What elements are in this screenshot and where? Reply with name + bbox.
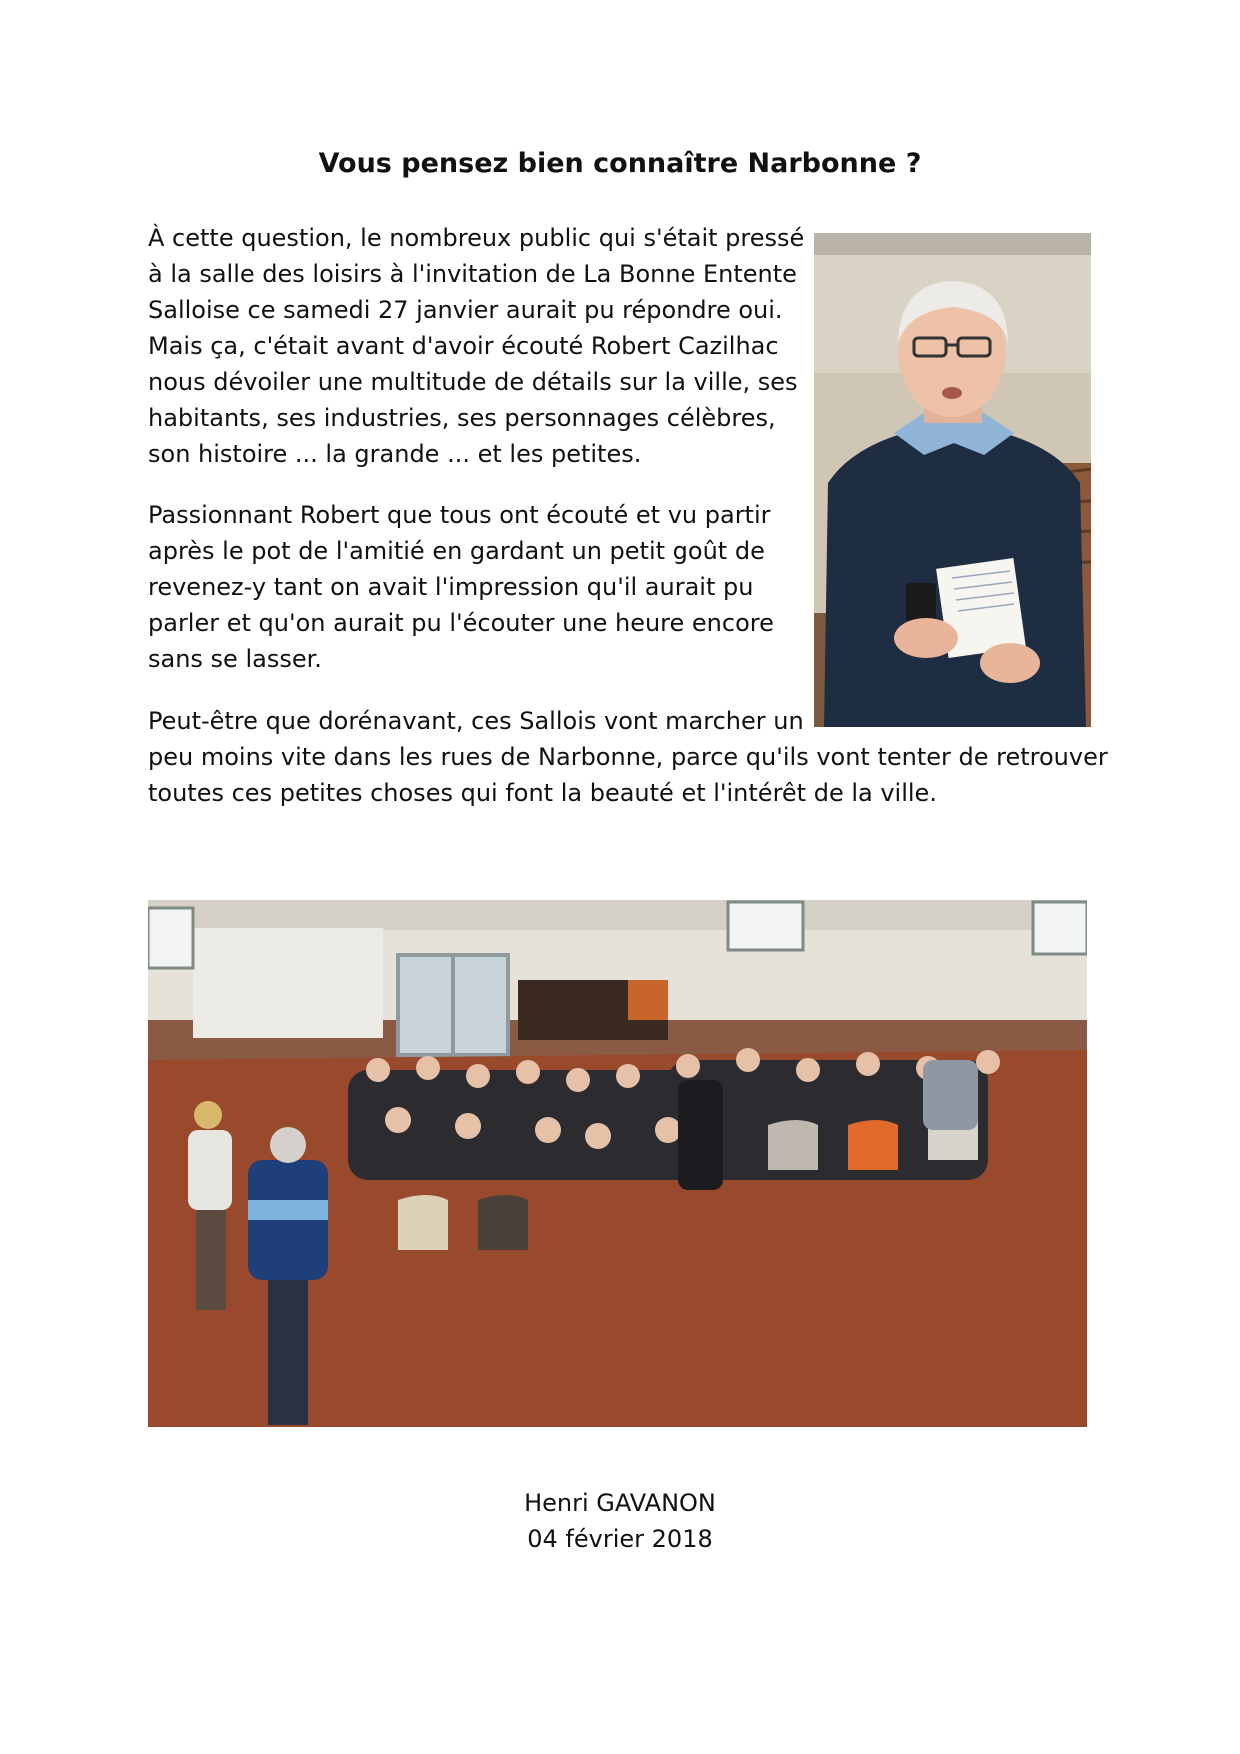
text-line: son histoire ... la grande ... et les petites. xyxy=(148,440,642,468)
text-line: Salloise ce samedi 27 janvier aurait pu répondre oui. xyxy=(148,296,783,324)
signature-date: 04 février 2018 xyxy=(527,1525,713,1553)
text-line: À cette question, le nombreux public qui s'était pressé xyxy=(148,224,805,252)
paragraph-1 xyxy=(148,220,804,472)
text-line: Passionnant Robert que tous ont écouté et vu partir xyxy=(148,501,771,529)
text-line: sans se lasser. xyxy=(148,645,322,673)
author-name: Henri GAVANON xyxy=(524,1489,716,1517)
text-line: habitants, ses industries, ses personnages célèbres, xyxy=(148,404,776,432)
text-line: Mais ça, c'était avant d'avoir écouté Robert Cazilhac xyxy=(148,332,779,360)
text-line: toutes ces petites choses qui font la beauté et l'intérêt de la ville. xyxy=(148,779,937,807)
text-line: Peut-être que dorénavant, ces Sallois vont marcher un xyxy=(148,707,804,735)
audience-photo xyxy=(148,900,1087,1427)
text-line: nous dévoiler une multitude de détails sur la ville, ses xyxy=(148,368,798,396)
text-line: peu moins vite dans les rues de Narbonne, parce qu'ils vont tenter de retrouver xyxy=(148,743,1108,771)
text-line: à la salle des loisirs à l'invitation de La Bonne Entente xyxy=(148,260,797,288)
document-title: Vous pensez bien connaître Narbonne ? xyxy=(318,148,922,179)
text-line: après le pot de l'amitié en gardant un petit goût de xyxy=(148,537,765,565)
paragraph-2 xyxy=(148,497,774,677)
text-line: parler et qu'on aurait pu l'écouter une heure encore xyxy=(148,609,774,637)
speaker-photo xyxy=(814,233,1091,727)
text-line: revenez-y tant on avait l'impression qu'il aurait pu xyxy=(148,573,754,601)
